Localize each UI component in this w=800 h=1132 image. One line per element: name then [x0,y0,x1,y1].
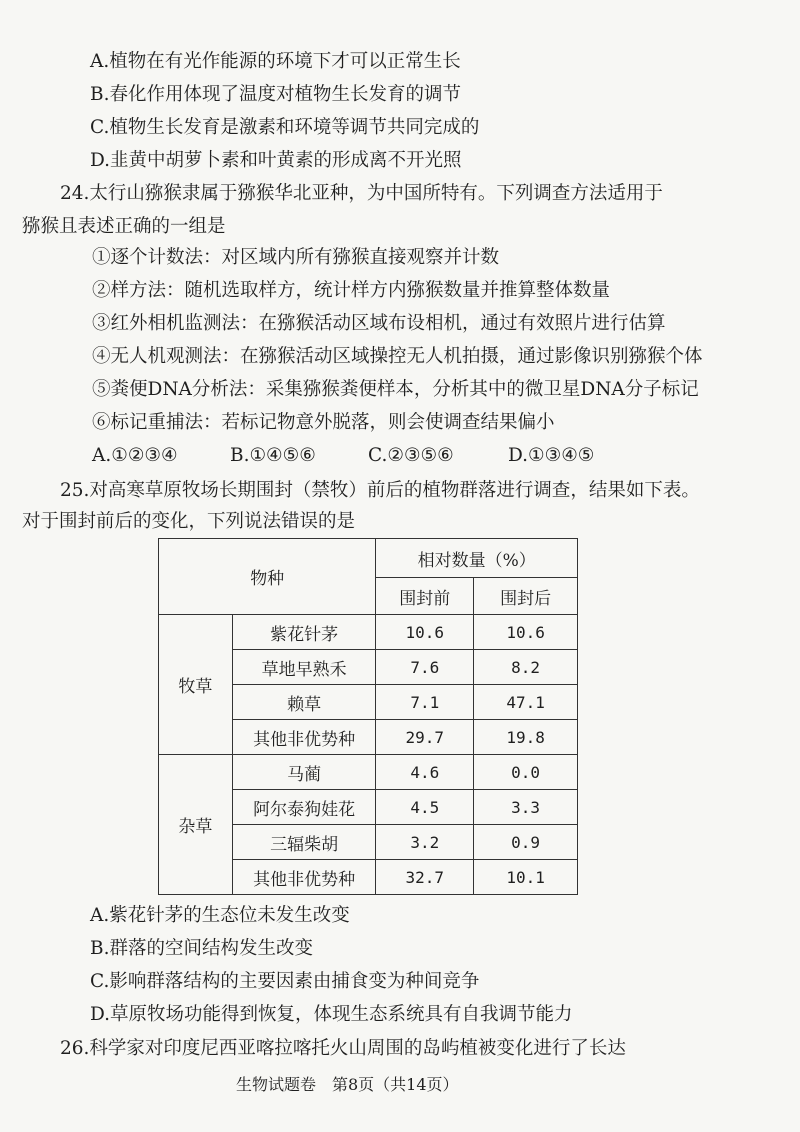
relative-count-header: 相对数量（%） [376,539,578,578]
after-cell: 0.9 [474,825,578,860]
before-cell: 3.2 [376,825,474,860]
q24-statement-1: ①逐个计数法：对区域内所有猕猴直接观察并计数 [92,247,500,268]
species-cell: 其他非优势种 [232,860,376,895]
before-cell: 4.6 [376,755,474,790]
group-forage: 牧草 [159,615,233,755]
page-footer: 生物试题卷 第8页（共14页） [236,1075,459,1094]
after-cell: 47.1 [474,685,578,720]
after-cell: 19.8 [474,720,578,755]
q24-statement-5: ⑤粪便DNA分析法：采集猕猴粪便样本，分析其中的微卫星DNA分子标记 [92,379,699,400]
after-cell: 3.3 [474,790,578,825]
species-table [158,538,578,895]
q24-statement-3: ③红外相机监测法：在猕猴活动区域布设相机，通过有效照片进行估算 [92,313,666,334]
species-cell: 赖草 [232,685,376,720]
q23-option-a: A.植物在有光作能源的环境下才可以正常生长 [90,51,461,72]
species-cell: 草地早熟禾 [232,650,376,685]
before-cell: 32.7 [376,860,474,895]
before-header: 围封前 [376,578,474,615]
after-cell: 0.0 [474,755,578,790]
species-header: 物种 [159,539,376,615]
q24-choice-c: C.②③⑤⑥ [368,445,454,466]
q25-option-c: C.影响群落结构的主要因素由捕食变为种间竞争 [90,971,480,992]
after-cell: 10.6 [474,615,578,650]
group-weeds: 杂草 [159,755,233,895]
q24-choice-a: A.①②③④ [92,445,178,466]
q26-stem-line1: 26.科学家对印度尼西亚喀拉喀托火山周围的岛屿植被变化进行了长达 [60,1038,626,1059]
q23-option-b: B.春化作用体现了温度对植物生长发育的调节 [90,84,461,105]
species-cell: 紫花针茅 [232,615,376,650]
before-cell: 4.5 [376,790,474,825]
q25-option-d: D.草原牧场功能得到恢复，体现生态系统具有自我调节能力 [90,1004,573,1025]
table-row [159,615,578,650]
before-cell: 7.1 [376,685,474,720]
q24-stem-line2: 猕猴且表述正确的一组是 [22,216,226,237]
q24-statement-6: ⑥标记重捕法：若标记物意外脱落，则会使调查结果偏小 [92,412,555,433]
after-cell: 10.1 [474,860,578,895]
q24-stem-line1: 24.太行山猕猴隶属于猕猴华北亚种，为中国所特有。下列调查方法适用于 [60,183,663,204]
q25-option-b: B.群落的空间结构发生改变 [90,938,313,959]
species-cell: 阿尔泰狗娃花 [232,790,376,825]
species-cell: 其他非优势种 [232,720,376,755]
q25-option-a: A.紫花针茅的生态位未发生改变 [90,905,350,926]
q23-option-c: C.植物生长发育是激素和环境等调节共同完成的 [90,117,480,138]
before-cell: 29.7 [376,720,474,755]
species-cell: 马蔺 [232,755,376,790]
q24-choice-b: B.①④⑤⑥ [230,445,316,466]
species-cell: 三辐柴胡 [232,825,376,860]
q24-statement-2: ②样方法：随机选取样方，统计样方内猕猴数量并推算整体数量 [92,280,611,301]
table-row [159,755,578,790]
after-cell: 8.2 [474,650,578,685]
q25-stem-line1: 25.对高寒草原牧场长期围封（禁牧）前后的植物群落进行调查，结果如下表。 [60,480,700,501]
q23-option-d: D.韭黄中胡萝卜素和叶黄素的形成离不开光照 [90,150,462,171]
q25-stem-line2: 对于围封前后的变化，下列说法错误的是 [22,511,356,532]
before-cell: 7.6 [376,650,474,685]
q24-choice-d: D.①③④⑤ [508,445,595,466]
q24-choices [92,443,594,469]
q24-statement-4: ④无人机观测法：在猕猴活动区域操控无人机拍摄，通过影像识别猕猴个体 [92,346,703,367]
after-header: 围封后 [474,578,578,615]
before-cell: 10.6 [376,615,474,650]
